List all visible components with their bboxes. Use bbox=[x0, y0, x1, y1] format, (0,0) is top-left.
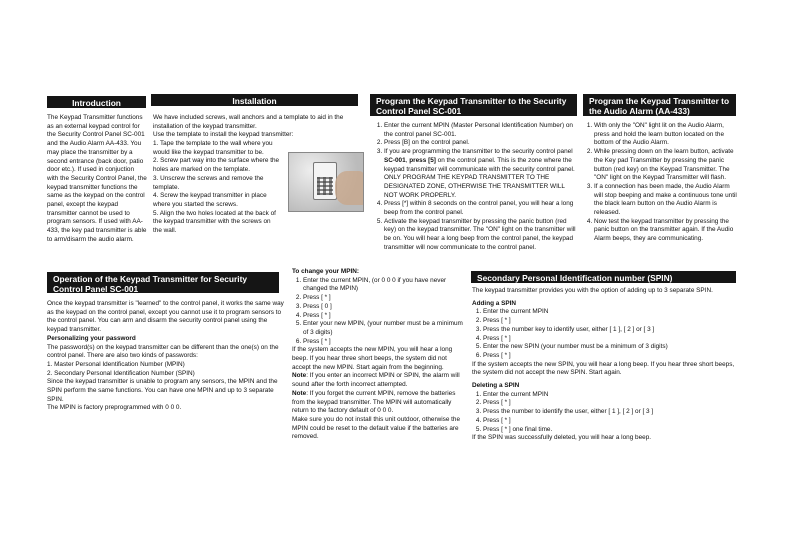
installation-heading: Installation bbox=[151, 94, 358, 106]
mpin-outdoor: Make sure you do not install this unit outdoor, otherwise the MPIN could be reset to the default value if the batteries are removed. bbox=[292, 415, 461, 441]
mpin-step: 1. Enter the current MPIN, (or 0 0 0 if you have never changed the MPIN) bbox=[303, 277, 464, 294]
installation-text bbox=[153, 114, 357, 140]
add-spin-step: 2. Press [ * ] bbox=[483, 317, 738, 326]
spin-text bbox=[472, 287, 738, 443]
install-step: 5. Align the two holes located at the back of the keypad transmitter with the screws on the wall. bbox=[153, 209, 276, 235]
program-sc-heading: Program the Keypad Transmitter to the Security Control Panel SC-001 bbox=[370, 94, 577, 116]
mpin-accept: If the system accepts the new MPIN, you will hear a long beep. If you hear three short beeps, the system did not accept the new MPIN. Start again from the beginning. bbox=[292, 346, 453, 371]
password-type: 2. Secondary Personal Identification Number (SPIN) bbox=[47, 369, 195, 377]
password-body: The password(s) on the keypad transmitter can be different than the one(s) on the control panel. There are also two kinds of passwords: bbox=[47, 343, 279, 360]
add-spin-step: 4. Press [ * ] bbox=[483, 335, 738, 344]
installation-lead: Use the template to install the keypad transmitter: bbox=[153, 131, 294, 139]
install-step: 2. Screw part way into the surface where the holes are marked on the template. bbox=[153, 157, 280, 174]
add-spin-heading: Adding a SPIN bbox=[472, 299, 517, 307]
program-sc-step: 5. Activate the keypad transmitter by pressing the panic button (red key) on the keypad transmitter. The "ON" light on the transmitter will be on. You will hear a long beep from the control panel, the keypad transmitter will now communicate to the control panel. bbox=[384, 218, 579, 253]
hand-icon bbox=[335, 171, 364, 205]
delete-spin-step: 4. Press [ * ] bbox=[483, 417, 738, 426]
intro-text bbox=[47, 114, 147, 245]
operation-intro: Once the keypad transmitter is "learned" to the control panel, it works the same way as the keypad on the control panel, except you cannot use it to program sensors to the control panel. You can arm and disarm the security control panel using the keypad transmitter. bbox=[47, 300, 284, 334]
factory-default: The MPIN is factory preprogrammed with 0 0 0. bbox=[47, 404, 182, 412]
mpin-step: 4. Press [ * ] bbox=[303, 312, 464, 321]
mpin-step: 2. Press [ * ] bbox=[303, 294, 464, 303]
install-step: 4. Screw the keypad transmitter in place where you started the screws. bbox=[153, 192, 267, 208]
add-spin-step: 5. Enter the new SPIN (your number must be a minimum of 3 digits) bbox=[483, 343, 738, 352]
program-aa-heading: Program the Keypad Transmitter to the Audio Alarm (AA-433) bbox=[583, 94, 736, 116]
installation-intro: We have included screws, wall anchors and a template to aid in the installation of the keypad transmitter. bbox=[153, 114, 344, 130]
spin-heading: Secondary Personal Identification number (SPIN) bbox=[471, 271, 736, 283]
mpin-section bbox=[292, 268, 464, 442]
program-sc-step: 4. Press [*] within 8 seconds on the control panel, you will hear a long beep from the control panel. bbox=[384, 200, 579, 217]
spin-intro: The keypad transmitter provides you with the option of adding up to 3 separate SPIN. bbox=[472, 287, 713, 294]
mpin-note-1: Note: If you enter an incorrect MPIN or SPIN, the alarm will sound after the forth incorrect attempted. bbox=[292, 372, 460, 389]
add-spin-step: 6. Press [ * ] bbox=[483, 352, 738, 361]
operation-text bbox=[47, 300, 285, 413]
program-sc-text bbox=[373, 122, 579, 253]
keypad-installation-photo bbox=[288, 152, 364, 212]
program-aa-step: 4. Now test the keypad transmitter by pressing the panic button on the transmitter again. If the Audio Alarm beeps, they are communicating. bbox=[594, 218, 737, 244]
delete-spin-result: If the SPIN was successfully deleted, you will hear a long beep. bbox=[472, 434, 652, 442]
delete-spin-step: 5. Press [ * ] one final time. bbox=[483, 426, 738, 435]
mpin-heading: To change your MPIN: bbox=[292, 268, 359, 275]
program-aa-step: 3. If a connection has been made, the Audio Alarm will stop beeping and make a continuous tone until the black learn button on the Audio Alarm is released. bbox=[594, 183, 737, 218]
password-type: 1. Master Personal Identification Number (MPIN) bbox=[47, 360, 185, 368]
add-spin-result: If the system accepts the new SPIN, you will hear a long beep. If you hear three short beeps, the system did not accept the new SPIN. Start again. bbox=[472, 360, 735, 377]
mpin-step: 3. Press [ 0 ] bbox=[303, 303, 464, 312]
password-note: Since the keypad transmitter is unable to program any sensors, the MPIN and the SPIN perform the same functions. You can have one MPIN and up to 3 separate SPIN. bbox=[47, 378, 278, 403]
operation-heading: Operation of the Keypad Transmitter for Security Control Panel SC-001 bbox=[47, 272, 279, 293]
keypad-icon bbox=[313, 162, 337, 200]
intro-heading: Introduction bbox=[47, 96, 146, 108]
program-aa-text bbox=[583, 122, 737, 244]
password-heading: Personalizing your password bbox=[47, 334, 136, 342]
delete-spin-step: 1. Enter the current MPIN bbox=[483, 391, 738, 400]
mpin-step: 5. Enter your new MPIN, (your number must be a minimum of 3 digits) bbox=[303, 320, 464, 337]
add-spin-step: 1. Enter the current MPIN bbox=[483, 308, 738, 317]
delete-spin-step: 2. Press [ * ] bbox=[483, 399, 738, 408]
program-sc-step: 2. Press [B] on the control panel. bbox=[384, 139, 579, 148]
delete-spin-step: 3. Press the number to identify the user, either [ 1 ], [ 2 ] or [ 3 ] bbox=[483, 408, 738, 417]
program-aa-step: 1. With only the "ON" light lit on the Audio Alarm, press and hold the learn button located on the bottom of the Audio Alarm. bbox=[594, 122, 737, 148]
add-spin-step: 3. Press the number key to identify user, either [ 1 ], [ 2 ] or [ 3 ] bbox=[483, 326, 738, 335]
install-step: 1. Tape the template to the wall where you would like the keypad transmitter to be. bbox=[153, 140, 273, 156]
program-sc-step: 1. Enter the current MPIN (Master Personal Identification Number) on the control panel SC-001. bbox=[384, 122, 579, 139]
program-aa-step: 2. While pressing down on the learn button, activate the Key pad Transmitter by pressing the panic button (red key) on the Keypad Transmitter. The "ON" light on the Keypad Transmitter will flash. bbox=[594, 148, 737, 183]
mpin-note-2: Note: If you forget the current MPIN, remove the batteries from the keypad transmitter. The MPIN will automatically return to the factory default of 0 0 0. bbox=[292, 389, 456, 415]
install-step: 3. Unscrew the screws and remove the template. bbox=[153, 174, 264, 191]
intro-body: The Keypad Transmitter functions as an external keypad control for the Security Control Panel SC-001 and the Audio Alarm AA-433. You may place the transmitter by a second entrance (back door, patio door etc.). If used in conjuction with the Security Control Panel, the keypad transmitter functions the same as the keypad on the control panel, except the keypad transmitter cannot be used to program sensors. If used with AA-433, the key pad transmitter is able to arm/disarm the audio alarm. bbox=[47, 114, 147, 243]
installation-steps bbox=[153, 140, 281, 236]
program-sc-step: 3. If you are programming the transmitter to the security control panel SC-001, press [5] on the control panel. This is the zone where the keypad transmitter will communicate with the security control panel. ONLY PROGRAM THE KEYPAD TRANSMITTER TO THE DESIGNATED ZONE, OTHERWISE THE TRANSMITTER WILL NOT WORK PROPERLY. bbox=[384, 148, 579, 200]
delete-spin-heading: Deleting a SPIN bbox=[472, 382, 520, 390]
mpin-step: 6. Press [ * ] bbox=[303, 338, 464, 347]
